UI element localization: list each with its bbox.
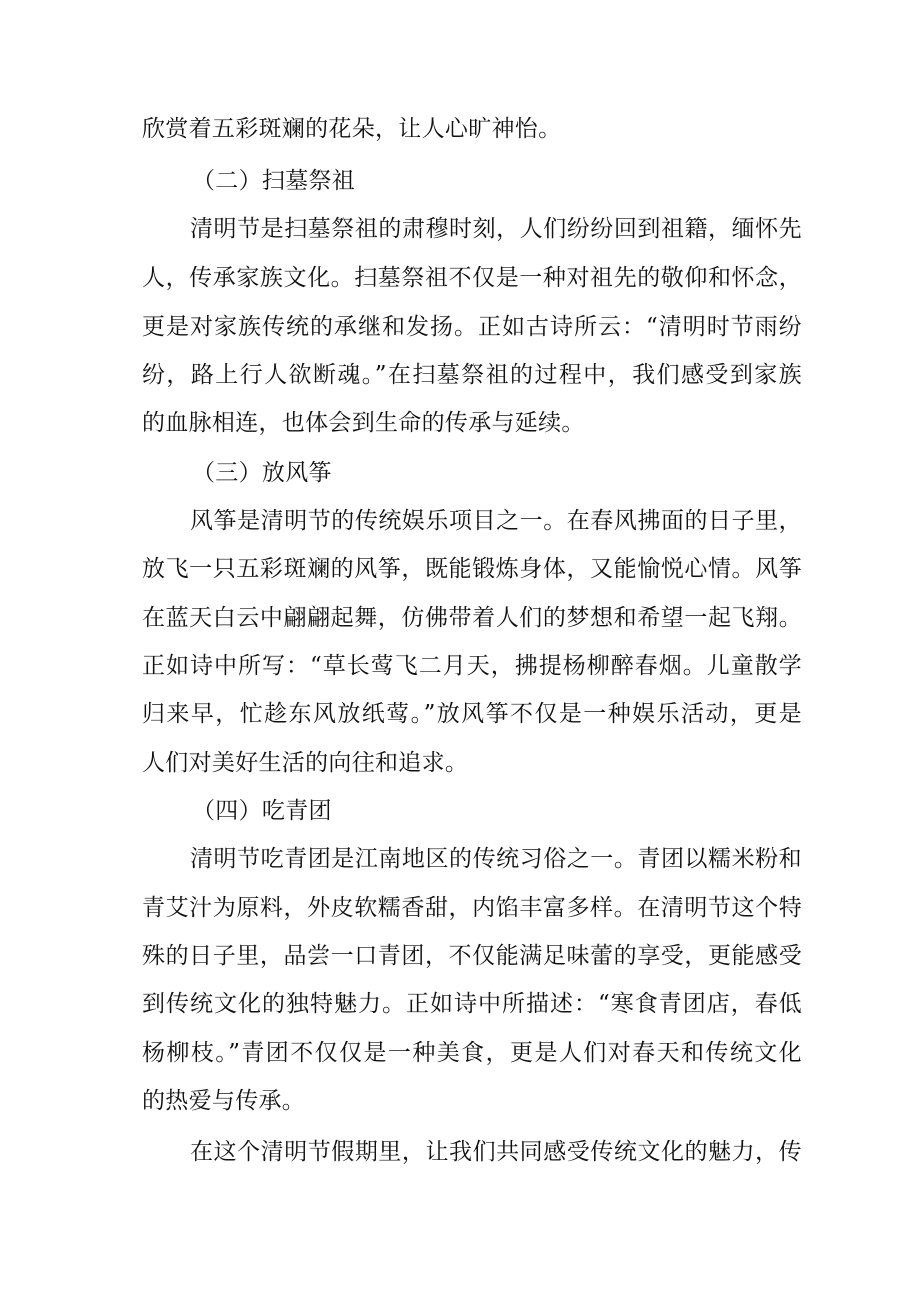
paragraph-line: 青艾汁为原料，外皮软糯香甜，内馅丰富多样。在清明节这个特 [142,895,802,921]
section-heading-qingtuan: （四）吃青团 [192,798,332,824]
paragraph-line: 到传统文化的独特魅力。正如诗中所描述：“寒食青团店，春低 [142,991,802,1017]
section-heading-saomu: （二）扫墓祭祖 [192,168,356,194]
paragraph-line: 清明节吃青团是江南地区的传统习俗之一。青团以糯米粉和 [190,846,802,872]
paragraph-line: 清明节是扫墓祭祖的肃穆时刻，人们纷纷回到祖籍，缅怀先 [190,216,802,242]
paragraph-line: 欣赏着五彩斑斓的花朵，让人心旷神怡。 [142,116,562,142]
paragraph-line: 殊的日子里，品尝一口青团，不仅能满足味蕾的享受，更能感受 [142,943,802,969]
paragraph-line: 归来早，忙趁东风放纸莺。”放风筝不仅是一种娱乐活动，更是 [142,701,802,727]
paragraph-line: 人，传承家族文化。扫墓祭祖不仅是一种对祖先的敬仰和怀念， [142,265,802,291]
paragraph-line: 的热爱与传承。 [142,1088,306,1114]
paragraph-line: 风筝是清明节的传统娱乐项目之一。在春风拂面的日子里， [190,508,802,534]
section-heading-fengzheng: （三）放风筝 [192,460,332,486]
paragraph-line: 正如诗中所写：“草长莺飞二月天，拂提杨柳醉春烟。儿童散学 [142,653,802,679]
paragraph-line: 放飞一只五彩斑斓的风筝，既能锻炼身体，又能愉悦心情。风筝 [142,556,802,582]
paragraph-line: 在蓝天白云中翩翩起舞，仿佛带着人们的梦想和希望一起飞翔。 [142,605,802,631]
paragraph-line: 在这个清明节假期里，让我们共同感受传统文化的魅力，传 [190,1139,802,1165]
paragraph-line: 人们对美好生活的向往和追求。 [142,750,469,776]
paragraph-line: 杨柳枝。”青团不仅仅是一种美食，更是人们对春天和传统文化 [142,1040,802,1066]
paragraph-line: 的血脉相连，也体会到生命的传承与延续。 [142,410,585,436]
paragraph-line: 更是对家族传统的承继和发扬。正如古诗所云：“清明时节雨纷 [142,314,802,340]
paragraph-line: 纷，路上行人欲断魂。”在扫墓祭祖的过程中，我们感受到家族 [142,362,802,388]
